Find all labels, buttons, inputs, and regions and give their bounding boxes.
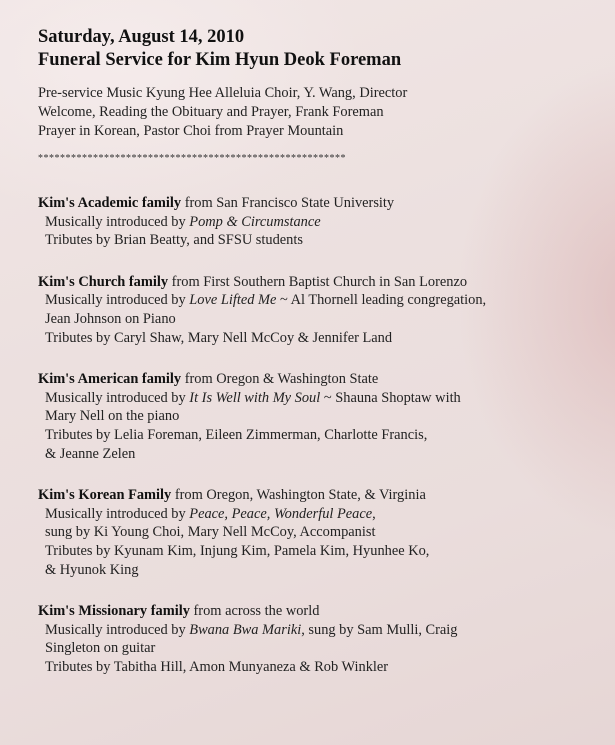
music-title: Peace, Peace, Wonderful Peace [189,505,373,522]
section-heading-rest: from First Southern Baptist Church in San Lorenzo [168,273,468,290]
section-american [38,370,598,463]
music-cont-line: sung by Ki Young Choi, Mary Nell McCoy, Accompanist [45,524,376,541]
divider: ******************************************************** [38,153,346,164]
music-title: Love Lifted Me [189,292,277,309]
section-heading-rest: from Oregon & Washington State [181,371,379,388]
section-heading [38,194,598,213]
section-heading-rest: from San Francisco State University [181,195,395,211]
section-missionary [38,602,598,676]
service-title: Funeral Service for Kim Hyun Deok Foreman [38,50,402,70]
preservice-line: Prayer in Korean, Pastor Choi from Prayer Mountain [38,123,344,139]
section-heading-bold: Kim's American family [38,371,182,388]
music-line [38,505,598,524]
music-prefix: Musically introduced by [45,505,190,522]
music-suffix: ~ Shauna Shoptaw with [320,389,461,406]
preservice-block [38,84,598,141]
section-academic [38,194,598,250]
section-heading-bold: Kim's Academic family [38,195,182,211]
section-heading [38,273,598,292]
music-suffix: , [372,505,376,522]
tribute-line: Tributes by Caryl Shaw, Mary Nell McCoy & Jennifer Land [45,329,393,346]
music-cont-line: Mary Nell on the piano [45,408,180,425]
music-title: Pomp & Circumstance [189,213,321,230]
music-line [38,621,598,640]
music-cont-line: Jean Johnson on Piano [45,310,176,327]
tribute-line: Tributes by Tabitha Hill, Amon Munyaneza & Rob Winkler [45,658,389,675]
music-suffix: ~ Al Thornell leading congregation, [276,292,487,309]
tribute-line: & Hyunok King [45,561,139,578]
music-suffix: , sung by Sam Mulli, Craig [301,621,458,638]
section-heading-bold: Kim's Missionary family [38,603,190,620]
program-page [38,26,598,676]
section-heading-bold: Kim's Church family [38,273,169,290]
section-heading-rest: from across the world [189,603,320,620]
service-date: Saturday, August 14, 2010 [38,27,245,47]
preservice-line: Pre-service Music Kyung Hee Alleluia Choir, Y. Wang, Director [38,85,408,101]
tribute-line: Tributes by Brian Beatty, and SFSU students [45,232,303,249]
section-korean [38,486,598,579]
section-heading-bold: Kim's Korean Family [38,487,172,504]
section-church [38,273,598,347]
music-line [38,389,598,408]
music-line [38,213,598,232]
music-title: Bwana Bwa Mariki [189,621,302,638]
section-heading [38,486,598,505]
music-prefix: Musically introduced by [45,292,190,309]
tribute-line: Tributes by Lelia Foreman, Eileen Zimmerman, Charlotte Francis, [45,426,428,443]
music-prefix: Musically introduced by [45,621,190,638]
music-prefix: Musically introduced by [45,389,190,406]
music-prefix: Musically introduced by [45,213,190,230]
music-line [38,291,598,310]
tribute-line: Tributes by Kyunam Kim, Injung Kim, Pamela Kim, Hyunhee Ko, [45,542,430,559]
music-cont-line: Singleton on guitar [45,640,156,657]
preservice-line: Welcome, Reading the Obituary and Prayer, Frank Foreman [38,104,384,120]
section-heading [38,602,598,621]
section-heading-rest: from Oregon, Washington State, & Virginia [171,487,426,504]
tribute-line: & Jeanne Zelen [45,445,136,462]
section-heading [38,370,598,389]
music-title: It Is Well with My Soul [189,389,321,406]
